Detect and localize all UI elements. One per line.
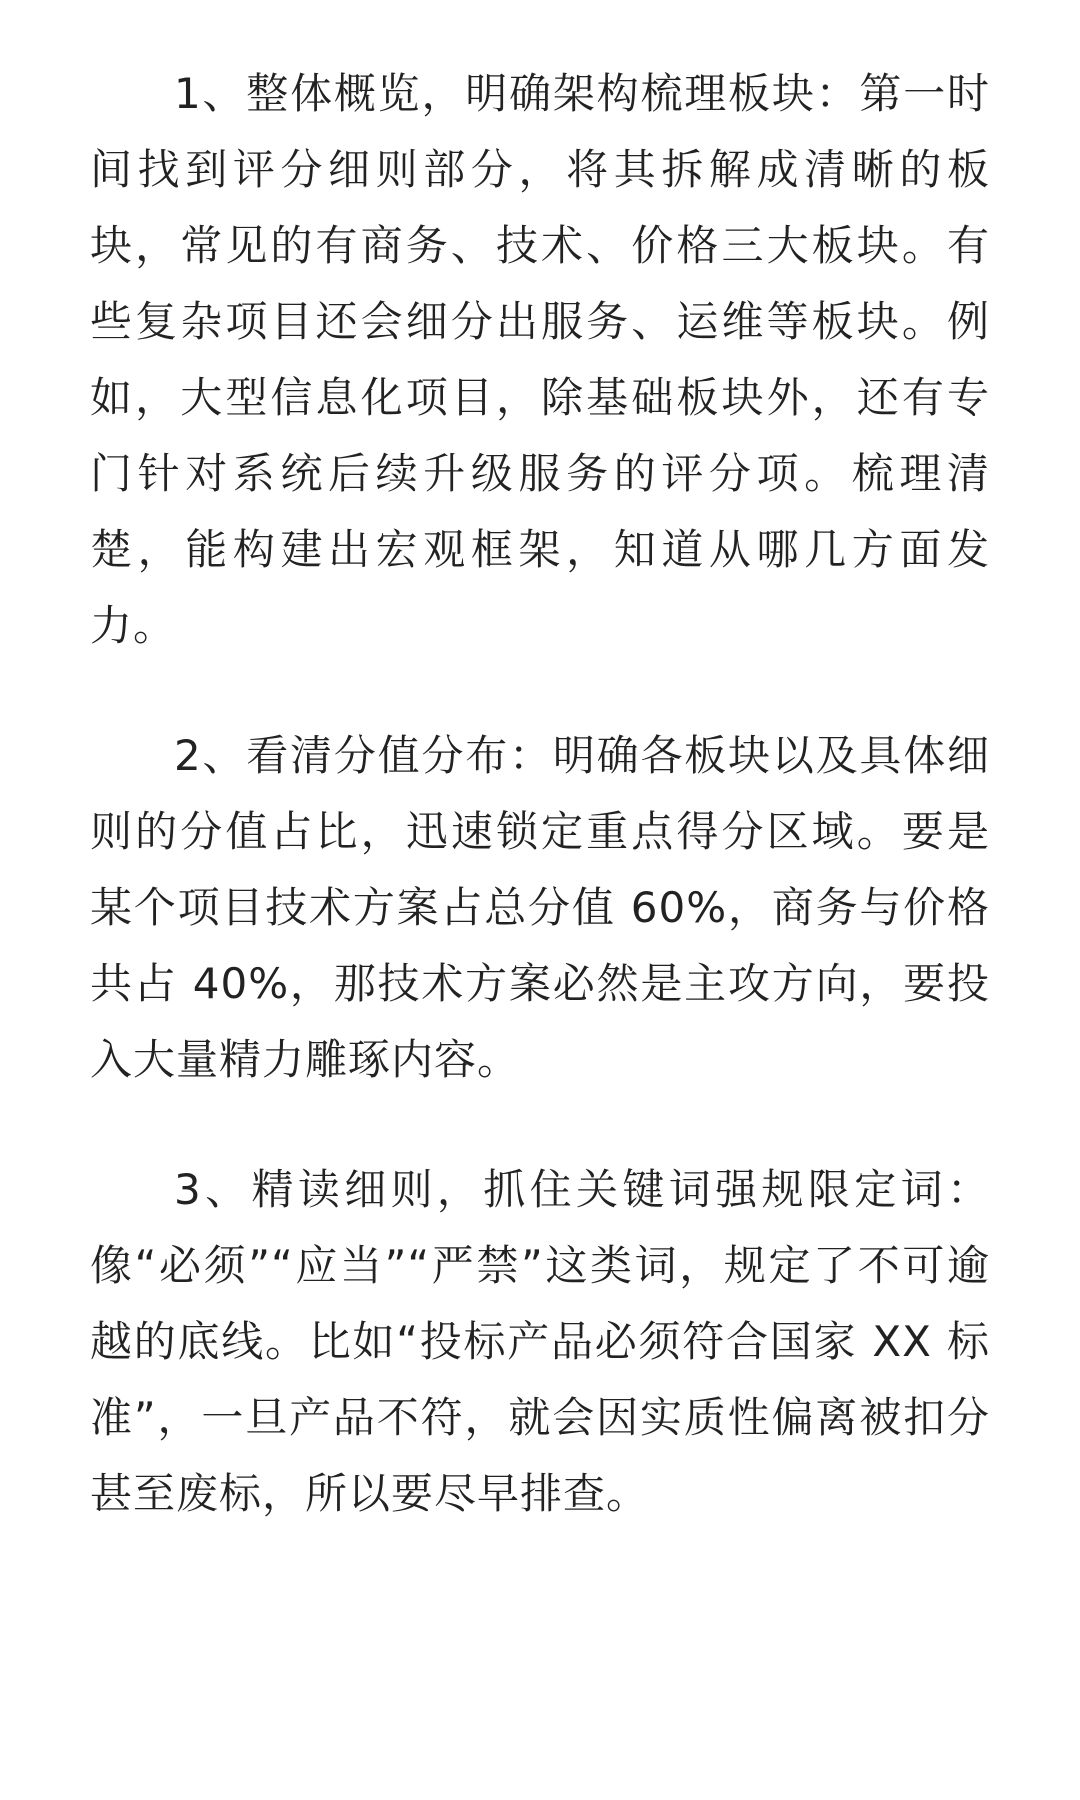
paragraph-overview: 1、整体概览，明确架构梳理板块：第一时间找到评分细则部分，将其拆解成清晰的板块，常见的有商务、技术、价格三大板块。有些复杂项目还会细分出服务、运维等板块。例如，大型信息化项目，除基础板块外，还有专门针对系统后续升级服务的评分项。梳理清楚，能构建出宏观框架，知道从哪几方面发力。	[90, 69, 990, 650]
paragraph-keywords: 3、精读细则，抓住关键词强规限定词：像“必须”“应当”“严禁”这类词，规定了不可逾越的底线。比如“投标产品必须符合国家 XX 标准”，一旦产品不符，就会因实质性偏离被扣分甚至废标，所以要尽早排查。	[90, 1165, 990, 1518]
paragraph-score-distribution: 2、看清分值分布：明确各板块以及具体细则的分值占比，迅速锁定重点得分区域。要是某个项目技术方案占总分值 60%，商务与价格共占 40%，那技术方案必然是主攻方向，要投入大量精力雕琢内容。	[90, 731, 990, 1084]
